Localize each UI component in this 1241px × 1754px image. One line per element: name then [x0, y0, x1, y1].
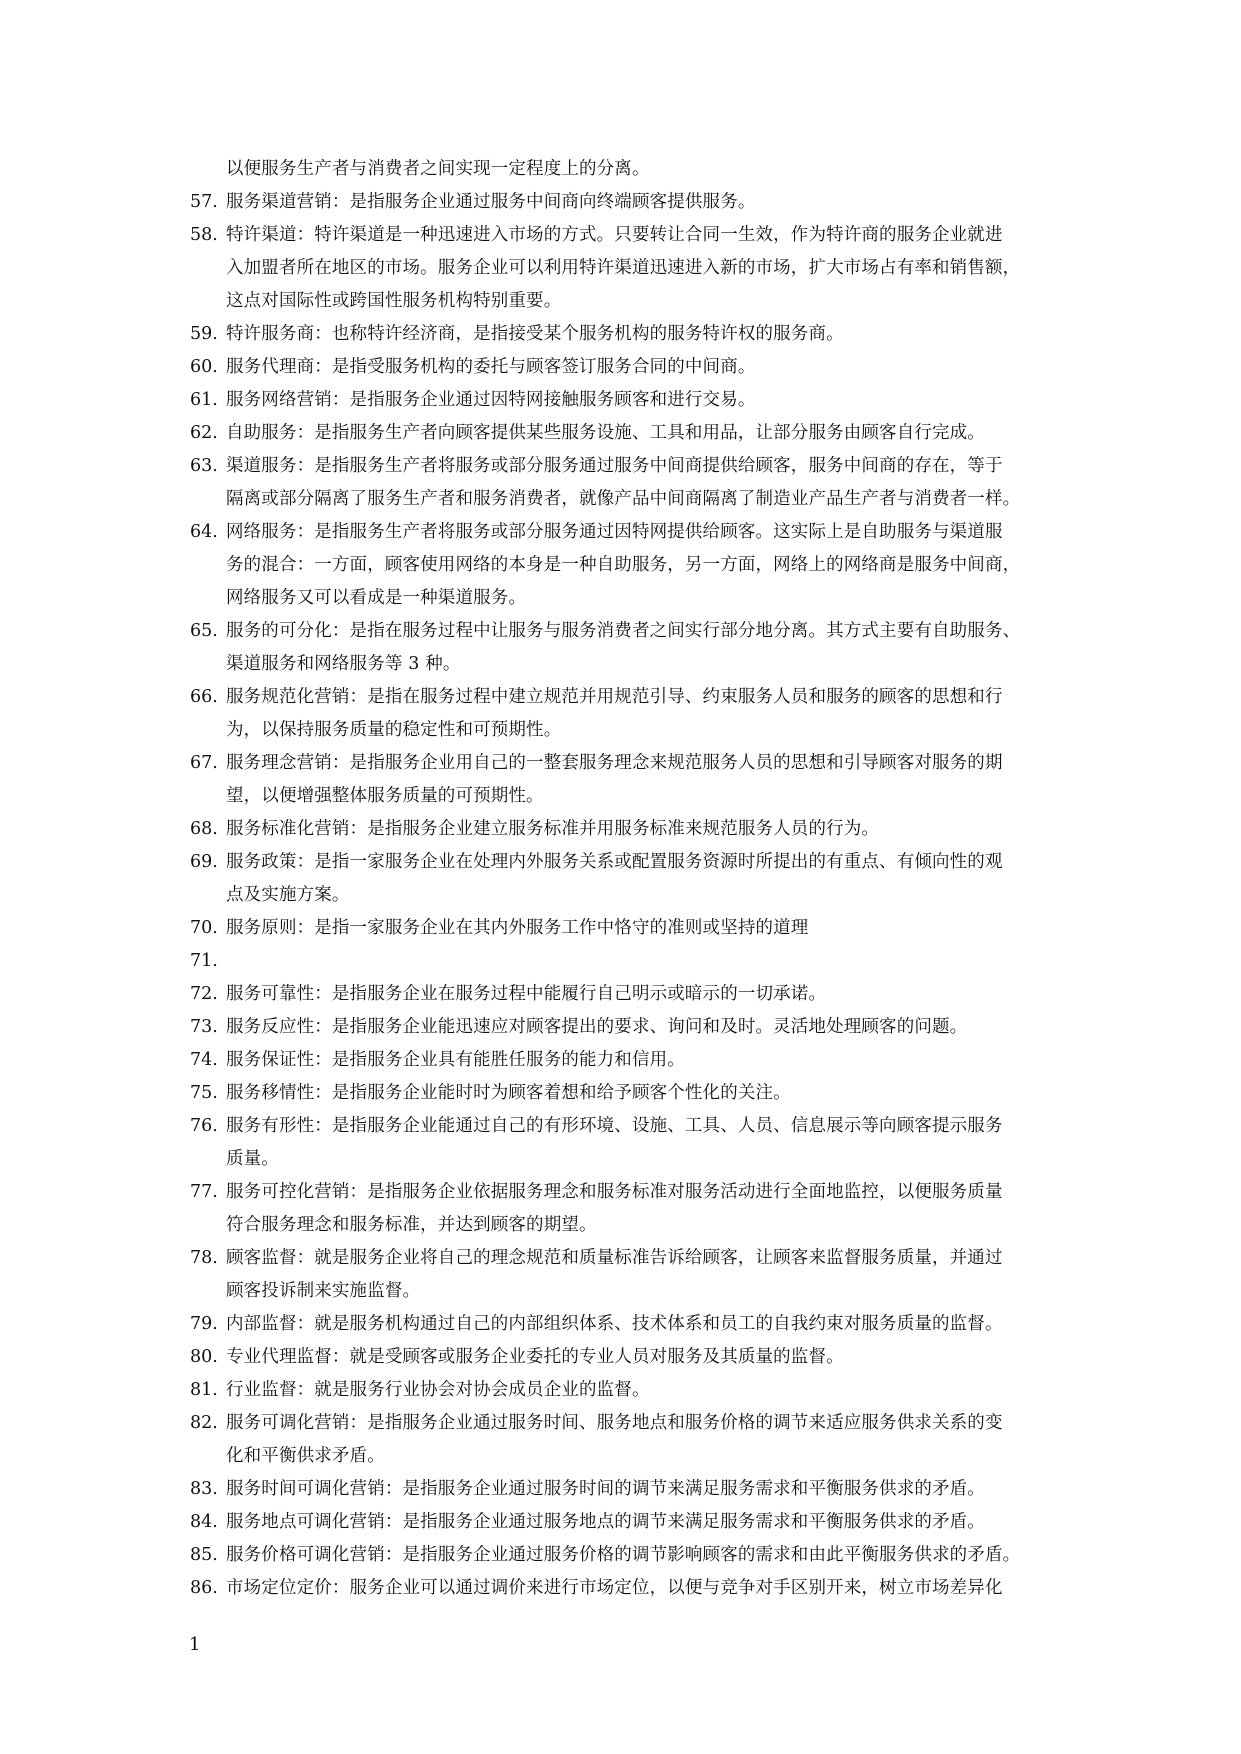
- item-text: 服务可控化营销：是指服务企业依据服务理念和服务标准对服务活动进行全面地监控，以便服务质量: [226, 1182, 1003, 1202]
- list-item: [190, 1572, 1070, 1605]
- item-text: 符合服务理念和服务标准，并达到顾客的期望。: [226, 1215, 597, 1235]
- item-number: 58.: [190, 225, 218, 245]
- item-text: 服务标准化营销：是指服务企业建立服务标准并用服务标准来规范服务人员的行为。: [226, 819, 880, 839]
- item-text: 服务政策：是指一家服务企业在处理内外服务关系或配置服务资源时所提出的有重点、有倾向性的观: [226, 852, 1003, 872]
- item-text: 渠道服务：是指服务生产者将服务或部分服务通过服务中间商提供给顾客，服务中间商的存在，等于: [226, 456, 1003, 476]
- item-text: 专业代理监督：就是受顾客或服务企业委托的专业人员对服务及其质量的监督。: [226, 1347, 844, 1367]
- item-text: 服务代理商：是指受服务机构的委托与顾客签订服务合同的中间商。: [226, 357, 756, 377]
- list-item-continuation: [190, 1143, 1070, 1176]
- item-number: 78.: [190, 1248, 218, 1268]
- list-item: [190, 1506, 1070, 1539]
- list-item: [190, 417, 1070, 450]
- item-text: 行业监督：就是服务行业协会对协会成员企业的监督。: [226, 1380, 650, 1400]
- item-number: 85.: [190, 1545, 218, 1565]
- item-number: 77.: [190, 1182, 218, 1202]
- document-body: [190, 153, 1070, 1605]
- list-item: [190, 450, 1070, 483]
- item-text: 服务可靠性：是指服务企业在服务过程中能履行自己明示或暗示的一切承诺。: [226, 984, 827, 1004]
- list-item: [190, 846, 1070, 879]
- item-text: 特许渠道：特许渠道是一种迅速进入市场的方式。只要转让合同一生效，作为特许商的服务企业就进: [226, 225, 1003, 245]
- item-number: 66.: [190, 687, 218, 707]
- list-item: [190, 1539, 1070, 1572]
- list-item: [190, 1308, 1070, 1341]
- list-item: [190, 384, 1070, 417]
- list-item: [190, 1044, 1070, 1077]
- item-number: 64.: [190, 522, 218, 542]
- item-text: 服务规范化营销：是指在服务过程中建立规范并用规范引导、约束服务人员和服务的顾客的思想和行: [226, 687, 1003, 707]
- list-item: [190, 351, 1070, 384]
- item-text: 隔离或部分隔离了服务生产者和服务消费者，就像产品中间商隔离了制造业产品生产者与消费者一样。: [226, 489, 1021, 509]
- list-item-continuation: [190, 1209, 1070, 1242]
- list-item: [190, 1011, 1070, 1044]
- item-number: 75.: [190, 1083, 218, 1103]
- item-number: 62.: [190, 423, 218, 443]
- list-item-continuation: [190, 780, 1070, 813]
- list-item-continuation: [190, 285, 1070, 318]
- item-text: 内部监督：就是服务机构通过自己的内部组织体系、技术体系和员工的自我约束对服务质量的监督。: [226, 1314, 1003, 1334]
- item-text: 网络服务又可以看成是一种渠道服务。: [226, 588, 527, 608]
- list-item: [190, 945, 1070, 978]
- item-number: 61.: [190, 390, 218, 410]
- item-number: 67.: [190, 753, 218, 773]
- list-item-continuation: [190, 879, 1070, 912]
- list-item-continuation: [190, 153, 1070, 186]
- item-number: 65.: [190, 621, 218, 641]
- item-number: 60.: [190, 357, 218, 377]
- list-item: [190, 1077, 1070, 1110]
- item-number: 70.: [190, 918, 218, 938]
- list-item-continuation: [190, 483, 1070, 516]
- item-text: 网络服务：是指服务生产者将服务或部分服务通过因特网提供给顾客。这实际上是自助服务与渠道服: [226, 522, 1003, 542]
- item-number: 79.: [190, 1314, 218, 1334]
- list-item: [190, 681, 1070, 714]
- list-item-continuation: [190, 582, 1070, 615]
- item-text: 服务的可分化：是指在服务过程中让服务与服务消费者之间实行部分地分离。其方式主要有自助服务、: [226, 621, 1021, 641]
- item-text: 化和平衡供求矛盾。: [226, 1446, 385, 1466]
- item-number: 84.: [190, 1512, 218, 1532]
- item-text: 服务渠道营销：是指服务企业通过服务中间商向终端顾客提供服务。: [226, 192, 756, 212]
- item-text: 服务有形性：是指服务企业能通过自己的有形环境、设施、工具、人员、信息展示等向顾客提示服务: [226, 1116, 1003, 1136]
- item-text: 为，以保持服务质量的稳定性和可预期性。: [226, 720, 562, 740]
- item-text: 点及实施方案。: [226, 885, 350, 905]
- item-number: 69.: [190, 852, 218, 872]
- item-text: 服务保证性：是指服务企业具有能胜任服务的能力和信用。: [226, 1050, 685, 1070]
- item-text: 这点对国际性或跨国性服务机构特别重要。: [226, 291, 562, 311]
- list-item: [190, 813, 1070, 846]
- item-text: 渠道服务和网络服务等 3 种。: [226, 654, 461, 674]
- item-text: 顾客监督：就是服务企业将自己的理念规范和质量标准告诉给顾客，让顾客来监督服务质量，并通过: [226, 1248, 1003, 1268]
- list-item: [190, 1374, 1070, 1407]
- item-number: 74.: [190, 1050, 218, 1070]
- list-item: [190, 1341, 1070, 1374]
- list-item-continuation: [190, 714, 1070, 747]
- list-item: [190, 186, 1070, 219]
- item-text: 望，以便增强整体服务质量的可预期性。: [226, 786, 544, 806]
- item-text: 自助服务：是指服务生产者向顾客提供某些服务设施、工具和用品，让部分服务由顾客自行完成。: [226, 423, 985, 443]
- item-text: 服务移情性：是指服务企业能时时为顾客着想和给予顾客个性化的关注。: [226, 1083, 791, 1103]
- item-text: 市场定位定价：服务企业可以通过调价来进行市场定位，以便与竞争对手区别开来，树立市场差异化: [226, 1578, 1003, 1598]
- item-number: 59.: [190, 324, 218, 344]
- item-text: 特许服务商：也称特许经济商，是指接受某个服务机构的服务特许权的服务商。: [226, 324, 844, 344]
- list-item-continuation: [190, 1440, 1070, 1473]
- list-item: [190, 1473, 1070, 1506]
- item-text: 以便服务生产者与消费者之间实现一定程度上的分离。: [226, 159, 650, 179]
- item-number: 72.: [190, 984, 218, 1004]
- list-item: [190, 1242, 1070, 1275]
- item-number: 76.: [190, 1116, 218, 1136]
- list-item: [190, 912, 1070, 945]
- item-text: 服务价格可调化营销：是指服务企业通过服务价格的调节影响顾客的需求和由此平衡服务供求的矛盾。: [226, 1545, 1021, 1565]
- item-text: 服务理念营销：是指服务企业用自己的一整套服务理念来规范服务人员的思想和引导顾客对服务的期: [226, 753, 1003, 773]
- item-text: 服务网络营销：是指服务企业通过因特网接触服务顾客和进行交易。: [226, 390, 756, 410]
- item-number: 57.: [190, 192, 218, 212]
- item-text: 质量。: [226, 1149, 279, 1169]
- list-item-continuation: [190, 1275, 1070, 1308]
- item-text: 服务地点可调化营销：是指服务企业通过服务地点的调节来满足服务需求和平衡服务供求的矛盾。: [226, 1512, 985, 1532]
- list-item: [190, 516, 1070, 549]
- list-item: [190, 318, 1070, 351]
- list-item-continuation: [190, 252, 1070, 285]
- item-number: 80.: [190, 1347, 218, 1367]
- item-text: 服务反应性：是指服务企业能迅速应对顾客提出的要求、询问和及时。灵活地处理顾客的问题。: [226, 1017, 968, 1037]
- item-text: 务的混合：一方面，顾客使用网络的本身是一种自助服务，另一方面，网络上的网络商是服务中间商，: [226, 555, 1021, 575]
- item-number: 68.: [190, 819, 218, 839]
- item-text: 入加盟者所在地区的市场。服务企业可以利用特许渠道迅速进入新的市场，扩大市场占有率和销售额，: [226, 258, 1021, 278]
- list-item: [190, 1407, 1070, 1440]
- item-text: 顾客投诉制来实施监督。: [226, 1281, 421, 1301]
- list-item-continuation: [190, 648, 1070, 681]
- list-item: [190, 1110, 1070, 1143]
- item-text: 服务可调化营销：是指服务企业通过服务时间、服务地点和服务价格的调节来适应服务供求关系的变: [226, 1413, 1003, 1433]
- item-number: 63.: [190, 456, 218, 476]
- item-number: 71.: [190, 951, 218, 971]
- list-item: [190, 747, 1070, 780]
- item-number: 82.: [190, 1413, 218, 1433]
- item-number: 81.: [190, 1380, 218, 1400]
- item-number: 83.: [190, 1479, 218, 1499]
- item-number: 86.: [190, 1578, 218, 1598]
- page-number: 1: [189, 1634, 201, 1655]
- list-item: [190, 615, 1070, 648]
- item-text: 服务原则：是指一家服务企业在其内外服务工作中恪守的准则或坚持的道理: [226, 918, 809, 938]
- list-item: [190, 1176, 1070, 1209]
- list-item: [190, 978, 1070, 1011]
- item-text: 服务时间可调化营销：是指服务企业通过服务时间的调节来满足服务需求和平衡服务供求的矛盾。: [226, 1479, 985, 1499]
- list-item-continuation: [190, 549, 1070, 582]
- list-item: [190, 219, 1070, 252]
- item-number: 73.: [190, 1017, 218, 1037]
